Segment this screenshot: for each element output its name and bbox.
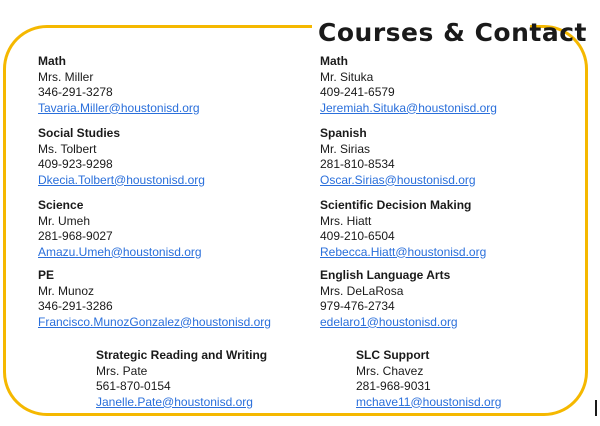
- contact-slc-support: [356, 348, 501, 410]
- contact-english-language-arts: [320, 268, 458, 330]
- subject-label: Math: [320, 54, 348, 68]
- phone-number: 409-923-9298: [38, 157, 113, 171]
- subject-label: SLC Support: [356, 348, 430, 362]
- contact-spanish: [320, 126, 476, 188]
- contact-social-studies: [38, 126, 205, 188]
- phone-number: 281-968-9027: [38, 229, 113, 243]
- email-link[interactable]: Jeremiah.Situka@houstonisd.org: [320, 100, 497, 115]
- email-link[interactable]: Dkecia.Tolbert@houstonisd.org: [38, 172, 205, 187]
- teacher-name: Mr. Sirias: [320, 141, 371, 156]
- email-link[interactable]: edelaro1@houstonisd.org: [320, 314, 458, 329]
- email-link[interactable]: Amazu.Umeh@houstonisd.org: [38, 244, 202, 259]
- email-link[interactable]: Francisco.MunozGonzalez@houstonisd.org: [38, 314, 271, 329]
- phone-number: 409-241-6579: [320, 85, 395, 99]
- email-link[interactable]: Oscar.Sirias@houstonisd.org: [320, 172, 476, 187]
- subject-label: Spanish: [320, 126, 367, 140]
- phone-number: 346-291-3286: [38, 299, 113, 313]
- email-link[interactable]: Janelle.Pate@houstonisd.org: [96, 394, 253, 409]
- teacher-name: Mrs. Hiatt: [320, 213, 372, 228]
- contact-math-miller: [38, 54, 200, 116]
- subject-label: Science: [38, 198, 84, 212]
- phone-number: 281-968-9031: [356, 379, 431, 393]
- contact-math-situka: [320, 54, 497, 116]
- contact-pe: [38, 268, 271, 330]
- subject-label: Scientific Decision Making: [320, 198, 472, 212]
- phone-number: 979-476-2734: [320, 299, 395, 313]
- email-link[interactable]: Tavaria.Miller@houstonisd.org: [38, 100, 200, 115]
- phone-number: 346-291-3278: [38, 85, 113, 99]
- teacher-name: Mr. Umeh: [38, 213, 91, 228]
- subject-label: Social Studies: [38, 126, 121, 140]
- subject-label: English Language Arts: [320, 268, 451, 282]
- subject-label: PE: [38, 268, 55, 282]
- phone-number: 281-810-8534: [320, 157, 395, 171]
- teacher-name: Mrs. DeLaRosa: [320, 283, 404, 298]
- subject-label: Math: [38, 54, 66, 68]
- teacher-name: Mr. Munoz: [38, 283, 95, 298]
- contact-science: [38, 198, 202, 260]
- contact-scientific-decision-making: [320, 198, 486, 260]
- teacher-name: Mrs. Pate: [96, 363, 148, 378]
- teacher-name: Ms. Tolbert: [38, 141, 97, 156]
- email-link[interactable]: mchave11@houstonisd.org: [356, 394, 502, 409]
- email-link[interactable]: Rebecca.Hiatt@houstonisd.org: [320, 244, 487, 259]
- teacher-name: Mrs. Chavez: [356, 363, 424, 378]
- phone-number: 561-870-0154: [96, 379, 171, 393]
- subject-label: Strategic Reading and Writing: [96, 348, 268, 362]
- teacher-name: Mrs. Miller: [38, 69, 94, 84]
- phone-number: 409-210-6504: [320, 229, 395, 243]
- text-cursor: [595, 400, 597, 416]
- teacher-name: Mr. Situka: [320, 69, 374, 84]
- page-title: Courses & Contact: [318, 18, 587, 47]
- contact-strategic-reading-writing: [96, 348, 267, 410]
